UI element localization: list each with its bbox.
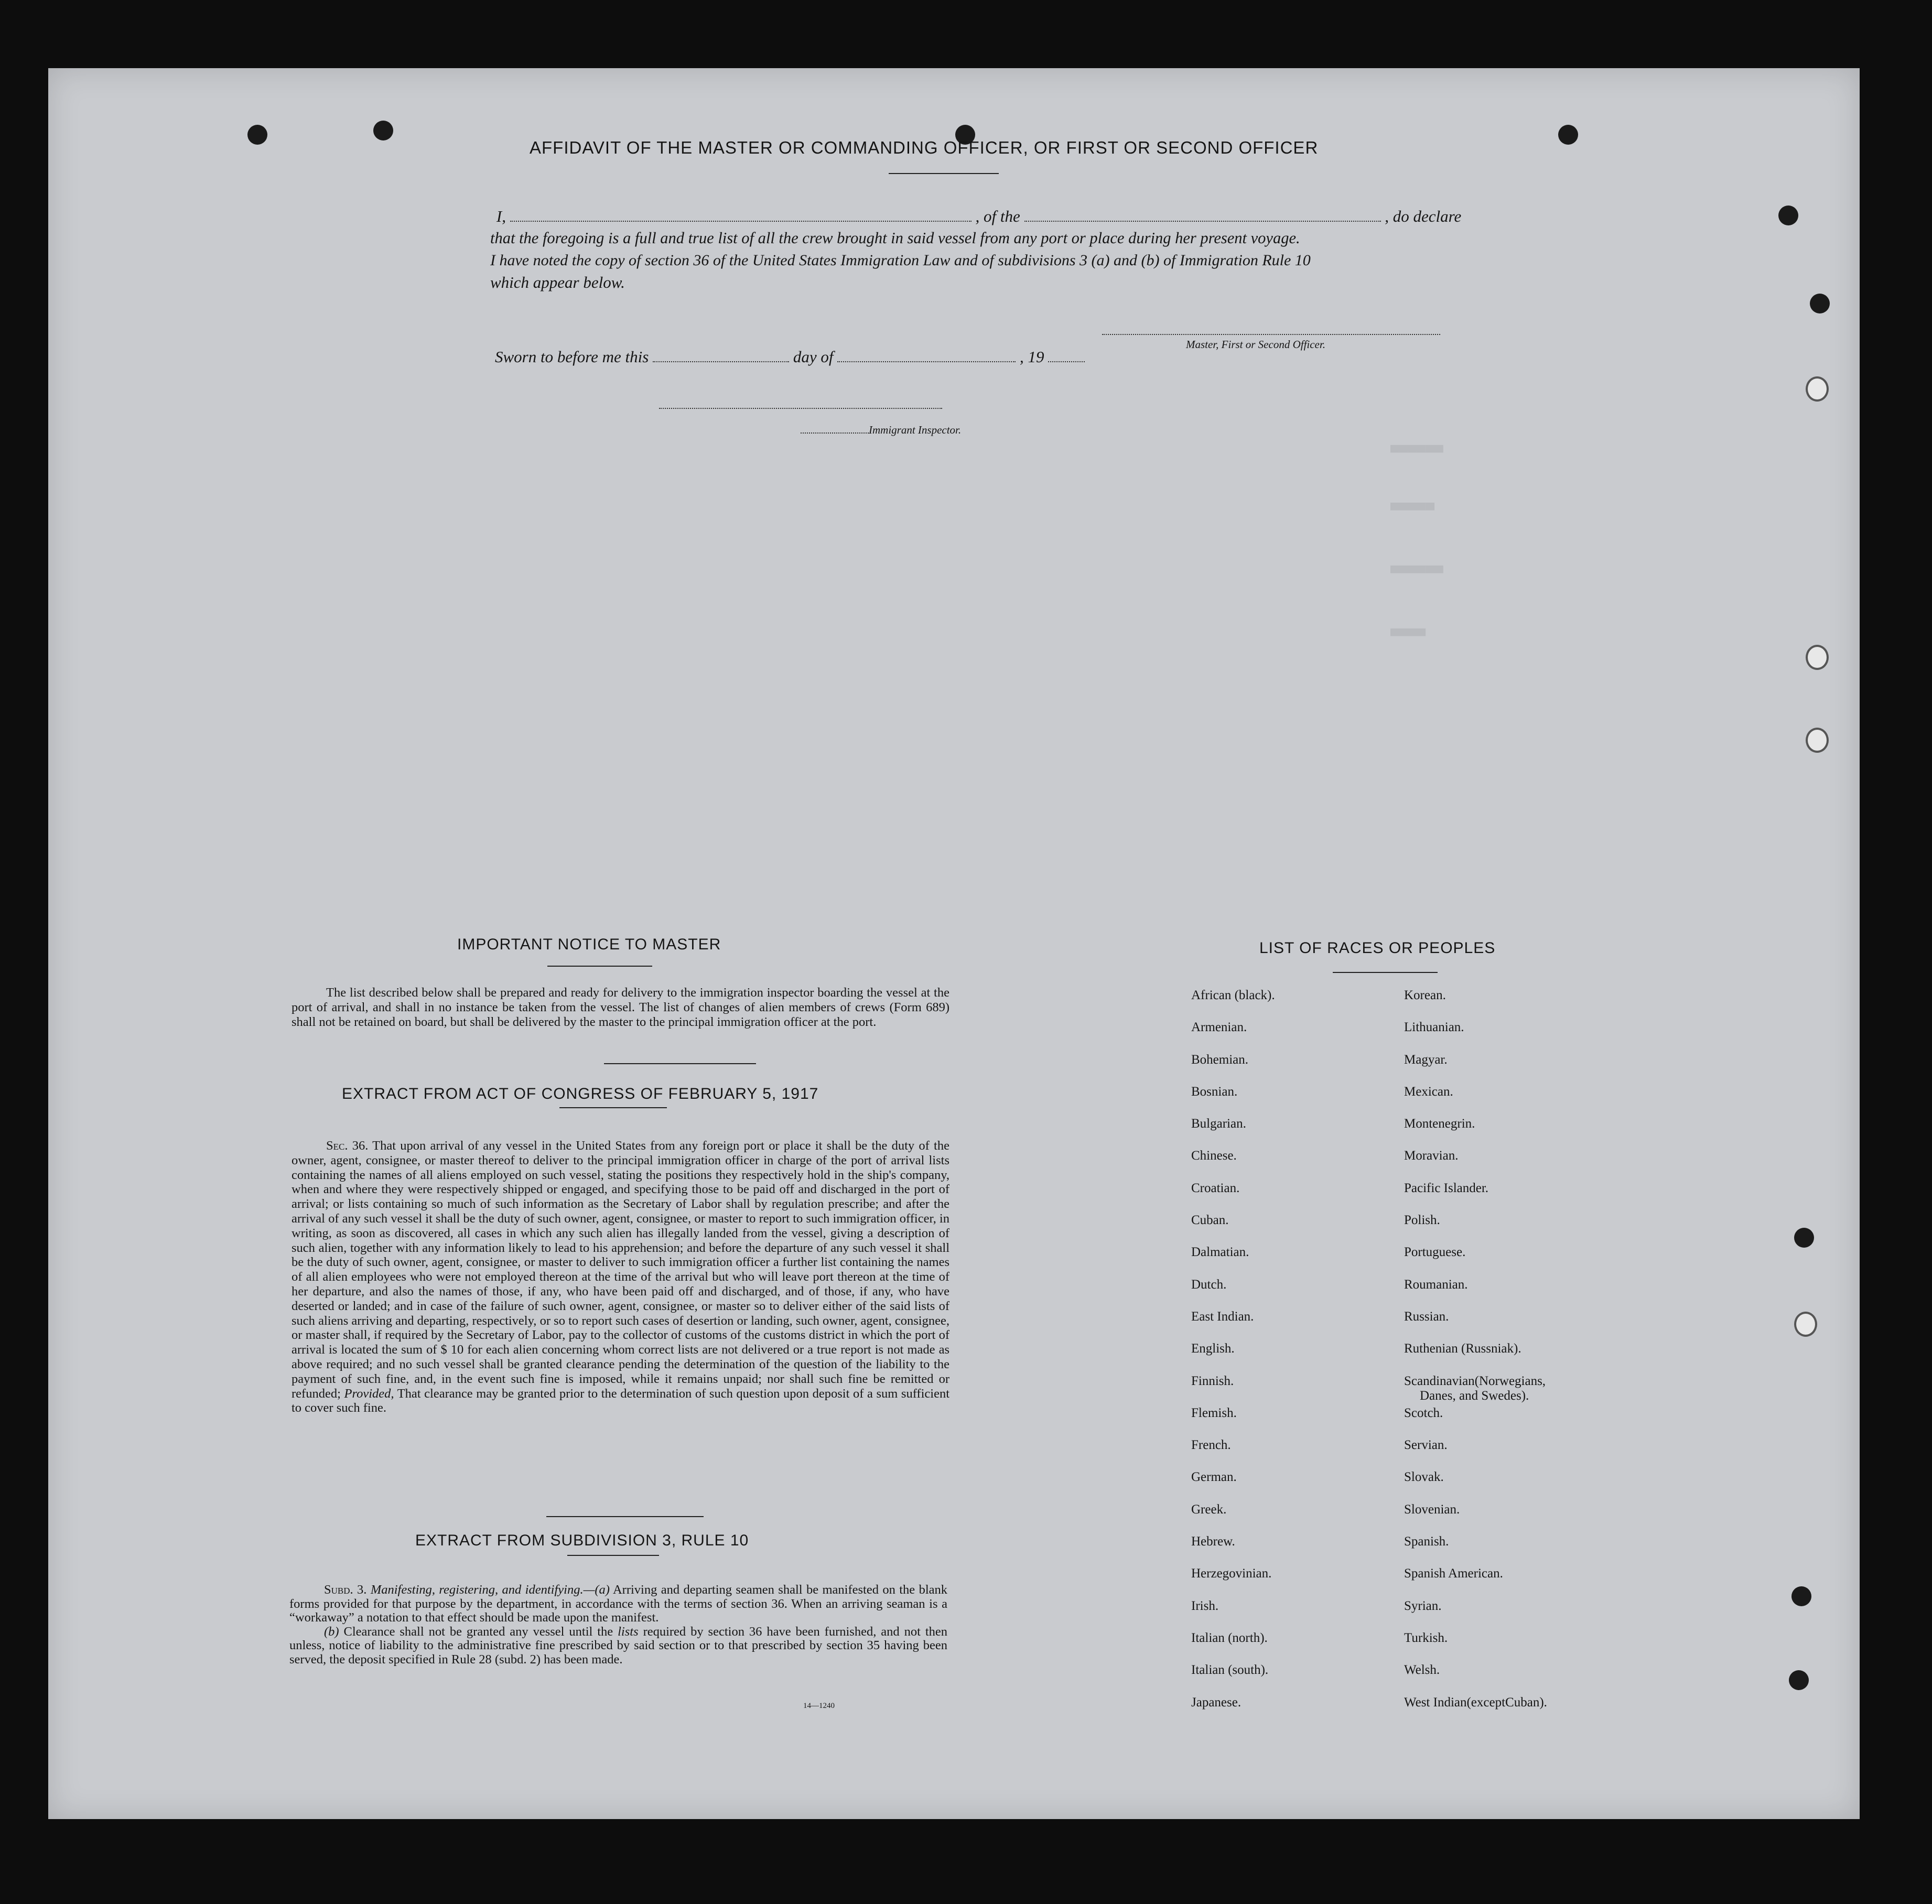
race-item: Finnish.	[1191, 1373, 1234, 1388]
rule-extract-title: EXTRACT FROM SUBDIVISION 3, RULE 10	[415, 1532, 749, 1549]
race-item: West Indian(exceptCuban).	[1404, 1695, 1547, 1710]
master-signature-field[interactable]	[1102, 334, 1440, 335]
inspector-signature-field[interactable]	[659, 408, 942, 409]
race-item: Italian (south).	[1191, 1663, 1269, 1678]
race-item: Croatian.	[1191, 1181, 1240, 1195]
proviso-text: That clearance may be granted prior to the determination of such question upon deposit of a sum sufficient to cover such fine.	[292, 1386, 950, 1415]
rule-extract-text	[289, 1583, 947, 1667]
document-page	[48, 68, 1860, 1819]
race-item: Moravian.	[1404, 1149, 1459, 1163]
inspector-label	[801, 424, 961, 437]
subd-a-label: —(a)	[583, 1583, 610, 1597]
affidavit-declaration-line	[460, 205, 1501, 227]
race-item: Magyar.	[1404, 1052, 1448, 1067]
race-item: Bosnian.	[1191, 1084, 1238, 1099]
race-item: Greek.	[1191, 1502, 1227, 1517]
punch-hole	[1791, 1586, 1811, 1606]
race-item: Russian.	[1404, 1309, 1449, 1324]
races-left-column	[1191, 988, 1390, 1727]
notice-text	[292, 986, 949, 1029]
race-item: Syrian.	[1404, 1598, 1442, 1613]
race-item-line-1: Scandinavian(Norwegians,	[1404, 1373, 1546, 1388]
race-item-scandinavian	[1404, 1374, 1645, 1406]
notice-underline	[547, 966, 652, 967]
affidavit-line-2: that the foregoing is a full and true list of all the crew brought in said vessel from any port or place during her present voyage.	[490, 229, 1300, 247]
race-item: French.	[1191, 1438, 1231, 1453]
proviso-label: Provided,	[344, 1386, 394, 1401]
race-item: Hebrew.	[1191, 1534, 1235, 1549]
race-item: Montenegrin.	[1404, 1117, 1475, 1131]
rule-paragraph-b	[289, 1625, 947, 1667]
affidavit-title: AFFIDAVIT OF THE MASTER OR COMMANDING OFFICER, OR FIRST OR SECOND OFFICER	[530, 138, 1319, 157]
race-item: Slovak.	[1404, 1470, 1444, 1485]
punch-hole	[1789, 1670, 1809, 1690]
punch-hole	[373, 121, 393, 140]
form-number: 14—1240	[803, 1702, 835, 1710]
punch-hole	[1778, 205, 1798, 225]
race-item: Korean.	[1404, 988, 1446, 1002]
race-item: Welsh.	[1404, 1663, 1440, 1678]
race-item: Herzegovinian.	[1191, 1566, 1272, 1581]
vessel-name-field[interactable]	[1024, 221, 1381, 222]
race-item: East Indian.	[1191, 1309, 1254, 1324]
races-underline	[1333, 972, 1438, 973]
bleed-through-mark: ▀▀▀▀▀▀	[1390, 446, 1443, 462]
race-item: German.	[1191, 1470, 1237, 1485]
notice-title: IMPORTANT NOTICE TO MASTER	[457, 936, 721, 953]
race-item: Spanish.	[1404, 1534, 1449, 1549]
race-item-line-2: Danes, and Swedes).	[1420, 1388, 1529, 1403]
punch-hole	[1810, 294, 1830, 313]
notice-paragraph: The list described below shall be prepared and ready for delivery to the immigration inspector boarding the vessel at the port of arrival, and shall in no instance be taken from the vessel. The list of changes of alien members of crews (Form 689) shall not be retained on board, but shall be delivered by the master to the principal immigration officer at the port.	[292, 986, 949, 1029]
punch-hole	[247, 125, 267, 145]
race-item: Polish.	[1404, 1213, 1440, 1228]
race-item: Bohemian.	[1191, 1052, 1249, 1067]
section-divider	[546, 1516, 704, 1517]
race-item: Lithuanian.	[1404, 1020, 1464, 1035]
subd-a-text: Arriving and departing seamen shall be manifested on the blank forms provided for that purpose by the department, in accordance with the terms of section 36. When an arriving seaman is a “workaway” a notation to that effect should be made upon the manifest.	[289, 1583, 947, 1625]
race-item: Mexican.	[1404, 1084, 1453, 1099]
binder-ring	[1806, 376, 1829, 402]
race-item: Turkish.	[1404, 1630, 1448, 1645]
sworn-year-field[interactable]	[1048, 361, 1085, 362]
subd-b-lists: lists	[618, 1624, 639, 1639]
race-item: Spanish American.	[1404, 1566, 1503, 1581]
bleed-through-mark: ▀▀▀▀▀▀	[1390, 566, 1443, 582]
race-item: English.	[1191, 1342, 1235, 1356]
sworn-line	[495, 346, 1085, 367]
day-of-label: day of	[793, 348, 834, 366]
bleed-through-mark: ▀▀▀▀▀	[1390, 503, 1435, 520]
inspector-dotted-lead	[801, 432, 869, 434]
races-right-column	[1404, 988, 1645, 1727]
i-label: I,	[496, 207, 506, 225]
races-title: LIST OF RACES OR PEOPLES	[1259, 939, 1496, 957]
binder-ring	[1806, 728, 1829, 753]
section-text: That upon arrival of any vessel in the United States from any foreign port or place it shall be the duty of the owner, agent, consignee, or master thereof to deliver to the principal immigration officer in charge of the port of arrival lists containing the names of all aliens employed on such vessel, stating the positions they respectively hold in the ship's company, when and where they were respectively shipped or engaged, and specifying those to be paid off and discharged in the port of arrival; or lists containing so much of such information as the Secretary of Labor shall by regulation prescribe; and after the arrival of any such vessel it shall be the duty of such owner, agent, consignee, or master to report to such immigration officer, in writing, as soon as discovered, all cases in which any such alien has illegally landed from the vessel, giving a description of such alien, together with any information likely to lead to his apprehension; and before the departure of any such vessel it shall be the duty of such owner, agent, consignee, or master to deliver to such immigration officer a further list containing the names of all alien employees who were not employed thereon at the time of the arrival but who will leave port thereon at the time of her departure, and also the names of those, if any, who have been paid off and discharged, and of those, if any, who have deserted or landed; and in case of the failure of such owner, agent, consignee, or master so to deliver either of the said lists of such aliens arriving and departing, respectively, or so to report such cases of desertion or landing, such owner, agent, consignee, or master shall, if required by the Secretary of Labor, pay to the collector of customs of the customs district in which the port of arrival is located the sum of $ 10 for each alien concerning whom correct lists are not delivered or a true report is not made as above required; and no such vessel shall be granted clearance pending the determination of the question of the liability to the payment of such fine, and, in the event such fine is imposed, while it remains unpaid; nor shall such fine be remitted or refunded;	[292, 1139, 949, 1401]
subd-b-text-1: Clearance shall not be granted any vessel until the	[343, 1624, 613, 1639]
race-item: Bulgarian.	[1191, 1117, 1246, 1131]
affidavit-line-4: which appear below.	[490, 273, 625, 291]
race-item: Portuguese.	[1404, 1245, 1466, 1260]
year-label: , 19	[1019, 348, 1044, 366]
name-field[interactable]	[510, 221, 972, 222]
rule-paragraph-a	[289, 1583, 947, 1625]
binder-ring	[1806, 645, 1829, 670]
race-item: African (black).	[1191, 988, 1275, 1002]
race-item: Scotch.	[1404, 1405, 1443, 1420]
subd-b-label: (b)	[324, 1624, 339, 1639]
sworn-month-field[interactable]	[837, 361, 1016, 362]
of-the-label: , of the	[975, 207, 1020, 225]
race-item: Ruthenian (Russniak).	[1404, 1342, 1521, 1356]
race-item: Chinese.	[1191, 1149, 1237, 1163]
act-extract-title: EXTRACT FROM ACT OF CONGRESS OF FEBRUARY 5, 1917	[342, 1085, 819, 1102]
race-item: Italian (north).	[1191, 1630, 1268, 1645]
act-title-underline	[559, 1107, 667, 1108]
race-item: Dalmatian.	[1191, 1245, 1249, 1260]
title-underline	[889, 173, 999, 174]
do-declare-label: , do declare	[1385, 207, 1462, 225]
subd-label: Subd. 3.	[324, 1583, 367, 1597]
race-item: Servian.	[1404, 1438, 1448, 1453]
binder-ring	[1794, 1312, 1817, 1337]
race-item: Cuban.	[1191, 1213, 1229, 1228]
punch-hole	[1558, 125, 1578, 145]
race-item: Japanese.	[1191, 1695, 1242, 1710]
punch-hole	[1794, 1228, 1814, 1248]
race-item: Armenian.	[1191, 1020, 1247, 1035]
rule-title-underline	[567, 1555, 659, 1556]
section-label: Sec. 36.	[326, 1139, 369, 1153]
race-item: Irish.	[1191, 1598, 1219, 1613]
act-paragraph	[292, 1139, 949, 1415]
section-divider	[604, 1063, 756, 1064]
inspector-label-text: Immigrant Inspector.	[869, 424, 962, 436]
race-item: Dutch.	[1191, 1277, 1227, 1292]
affidavit-line-3: I have noted the copy of section 36 of the United States Immigration Law and of subdivisions 3 (a) and (b) of Immigration Rule 10	[490, 252, 1311, 269]
race-item: Pacific Islander.	[1404, 1181, 1489, 1195]
sworn-label: Sworn to before me this	[495, 348, 649, 366]
race-item: Roumanian.	[1404, 1277, 1468, 1292]
race-item: Slovenian.	[1404, 1502, 1460, 1517]
act-extract-text	[292, 1139, 949, 1415]
subd-heading: Manifesting, registering, and identifying.	[370, 1583, 584, 1597]
race-item: Flemish.	[1191, 1405, 1237, 1420]
sworn-day-field[interactable]	[653, 361, 789, 362]
subd-b-text-2: required by section 36 have been furnished, and not then unless, notice of liability to the administrative fine prescribed by said section or to that prescribed by section 35 having been served, the deposit specified in Rule 28 (subd. 2) has been made.	[289, 1624, 948, 1667]
master-signature-label: Master, First or Second Officer.	[1186, 338, 1325, 351]
bleed-through-mark: ▀▀▀▀	[1390, 629, 1426, 645]
